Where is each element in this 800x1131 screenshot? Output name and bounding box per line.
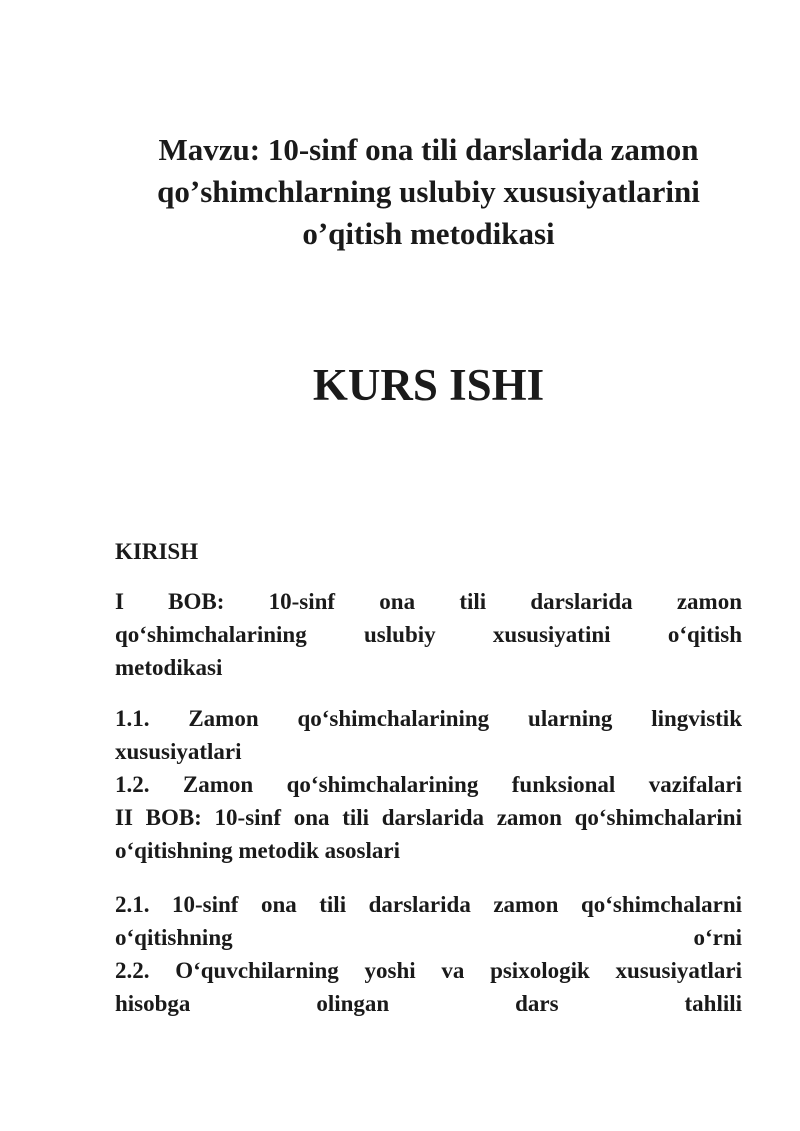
document-title-line: Mavzu: 10-sinf ona tili darslarida zamon [158, 132, 699, 167]
text-line: 1.2. Zamon qoʻshimchalarining funksional vazifalari [115, 772, 742, 797]
document-title-line: qoʼshimchlarning uslubiy xususiyatlarini [157, 174, 700, 209]
text-line: 1.1. Zamon qoʻshimchalarining ularning lingvistik [115, 706, 742, 731]
text-line: I BOB: 10-sinf ona tili darslarida zamon [115, 589, 742, 614]
toc-section-1-2-chapter-2-paragraph [115, 768, 742, 867]
text-line: metodikasi [115, 655, 223, 680]
text-line: oʻqitishning metodik asoslari [115, 838, 400, 863]
toc-section-1-1-paragraph [115, 702, 742, 768]
page-content [115, 0, 742, 1020]
text-line: oʻqitishning oʻrni [115, 925, 742, 950]
toc-section-2-paragraph [115, 888, 742, 1020]
text-line: hisobga olingan dars tahlili [115, 991, 742, 1016]
text-line: qoʻshimchalarining uslubiy xususiyatini oʻqitish [115, 622, 742, 647]
text-line: 2.1. 10-sinf ona tili darslarida zamon qoʻshimchalarni [115, 892, 742, 917]
kirish-section-heading: KIRISH [115, 539, 199, 564]
text-line: 2.2. Oʻquvchilarning yoshi va psixologik xususiyatlari [115, 958, 742, 983]
document-title [115, 129, 742, 255]
text-line: II BOB: 10-sinf ona tili darslarida zamon qoʻshimchalarini [115, 805, 742, 830]
course-work-heading: KURS ISHI [312, 360, 545, 410]
text-line: xususiyatlari [115, 739, 242, 764]
toc-chapter-1-paragraph [115, 585, 742, 684]
document-title-line: oʼqitish metodikasi [302, 216, 555, 251]
